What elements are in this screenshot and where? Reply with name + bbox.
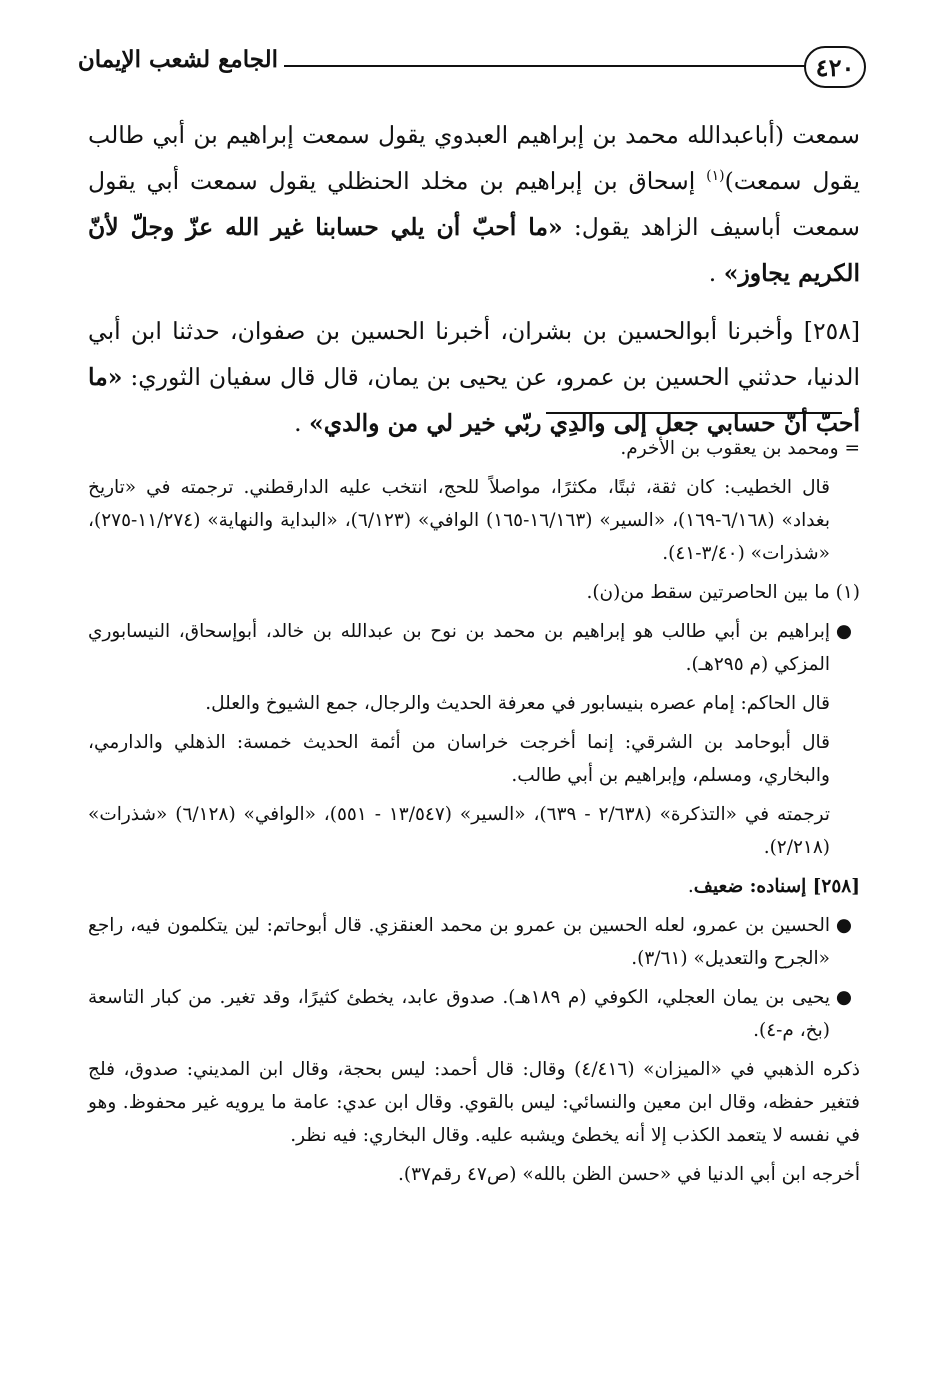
footnote-ibrahim: ● إبراهيم بن أبي طالب هو إبراهيم بن محمد بن نوح بن عبدالله بن خالد، أبوإسحاق، النيسابوري المزكي (م ٢٩٥هـ). [88,615,860,681]
paragraph-hadith-258: [٢٥٨] وأخبرنا أبوالحسين بن بشران، أخبرنا الحسين بن صفوان، حدثنا ابن أبي الدنيا، حدثني الحسين بن عمرو، عن يحيى بن يمان، قال قال سفيان الثوري: «ما أحبّ أنّ حسابي جعل إلى والدِي ربّي خير لي من والدي» . [88,317,860,437]
narration-text: سمعت (أباعبدالله محمد بن إبراهيم العبدوي يقول سمعت إبراهيم بن أبي طالب يقول سمعت) [88,121,860,195]
footnote-tarjama: ترجمته في «التذكرة» (٢/٦٣٨ - ٦٣٩)، «السير» (١٣/٥٤٧ - ٥٥١)، «الوافي» (٦/١٢٨) «شذرات» (٢/٢١٨). [88,804,831,858]
paragraph-narration: سمعت (أباعبدالله محمد بن إبراهيم العبدوي يقول سمعت إبراهيم بن أبي طالب يقول سمعت)$^{(١)}$ إسحاق بن إبراهيم بن مخلد الحنظلي يقول سمعت أبي يقول سمعت أباسيف الزاهد يقول: «ما أحبّ أن يلي حسابنا غير الله عزّ وجلّ لأنّ الكريم يجاوز» . [88,121,860,287]
footnote-akhrajahu: أخرجه ابن أبي الدنيا في «حسن الظن بالله» (ص٤٧ رقم٣٧). [398,1164,860,1185]
bullet-icon: ● [835,987,852,1008]
footnote-yahya: ● يحيى بن يمان العجلي، الكوفي (م ١٨٩هـ). صدوق عابد، يخطئ كثيرًا، وقد تغير. من كبار التاسعة (بخ، م-٤). [88,981,860,1047]
page-number: ٤٢٠ [804,46,866,88]
header-rule [284,65,806,67]
main-text [88,112,860,458]
footnote-hakim: قال الحاكم: إمام عصره بنيسابور في معرفة الحديث والرجال، جمع الشيوخ والعلل. [205,693,830,714]
footnotes-section [88,412,860,1197]
footnote-separator [546,412,842,414]
footnote-husain: ● الحسين بن عمرو، لعله الحسين بن عمرو بن محمد العنقزي. قال أبوحاتم: لين يتكلمون فيه، راجع «الجرح والتعديل» (٣/٦١). [88,909,860,975]
footnote-continuation: = ومحمد بن يعقوب بن الأخرم. [620,438,860,459]
narration-quote: «ما أحبّ أن يلي حسابنا غير الله عزّ وجلّ لأنّ الكريم يجاوز» [88,213,860,287]
footnote-khatib: قال الخطيب: كان ثقة، ثبتًا، مكثرًا، مواصلاً للحج، انتخب عليه الدارقطني. ترجمته في «تاريخ بغداد» (٦/١٦٨-١٦٩)، «السير» (١٦/١٦٣-١٦٥) الوافي» (٦/١٢٣)، «البداية والنهاية» (١١/٢٧٤-٢٧٥)، «شذرات» (٣/٤٠-٤١). [88,477,830,564]
hadith-text: [٢٥٨] وأخبرنا أبوالحسين بن بشران، أخبرنا الحسين بن صفوان، حدثنا ابن أبي الدنيا، حدثني الحسين بن عمرو، عن يحيى بن يمان، قال قال سفيان الثوري: [88,317,860,391]
book-title: الجامع لشعب الإيمان [77,46,278,73]
bullet-icon: ● [835,915,852,936]
page-header [77,40,868,100]
bullet-icon: ● [835,621,852,642]
isnad-label: [٢٥٨] إسناده: ضعيف [693,876,860,897]
narration-text-cont: إسحاق بن إبراهيم بن مخلد الحنظلي يقول سمعت أبي يقول سمعت أباسيف الزاهد يقول: [88,167,860,241]
footnote-isnad: [٢٥٨] إسناده: ضعيف. [687,876,860,897]
footnote-abuhamid: قال أبوحامد بن الشرقي: إنما أخرجت خراسان من أئمة الحديث خمسة: الذهلي والدارمي، والبخاري، ومسلم، وإبراهيم بن أبي طالب. [88,732,830,786]
footnote-ref-1: (١) [706,168,725,185]
hadith-quote: «ما أحبّ أنّ حسابي جعل إلى والدِي ربّي خير لي من والدي» [88,363,860,437]
footnote-1: (١) ما بين الحاصرتين سقط من(ن). [586,582,860,603]
footnote-dhahabi: ذكره الذهبي في «الميزان» (٤/٤١٦) وقال: قال أحمد: ليس بحجة، وقال ابن المديني: صدوق، فلج فتغير حفظه، وقال ابن معين والنسائي: ليس بالقوي. وقال ابن عدي: عامة ما يرويه غير محفوظ. وهو في نفسه لا يتعمد الكذب إلا أنه يخطئ ويشبه عليه. وقال البخاري: فيه نظر. [88,1059,861,1146]
